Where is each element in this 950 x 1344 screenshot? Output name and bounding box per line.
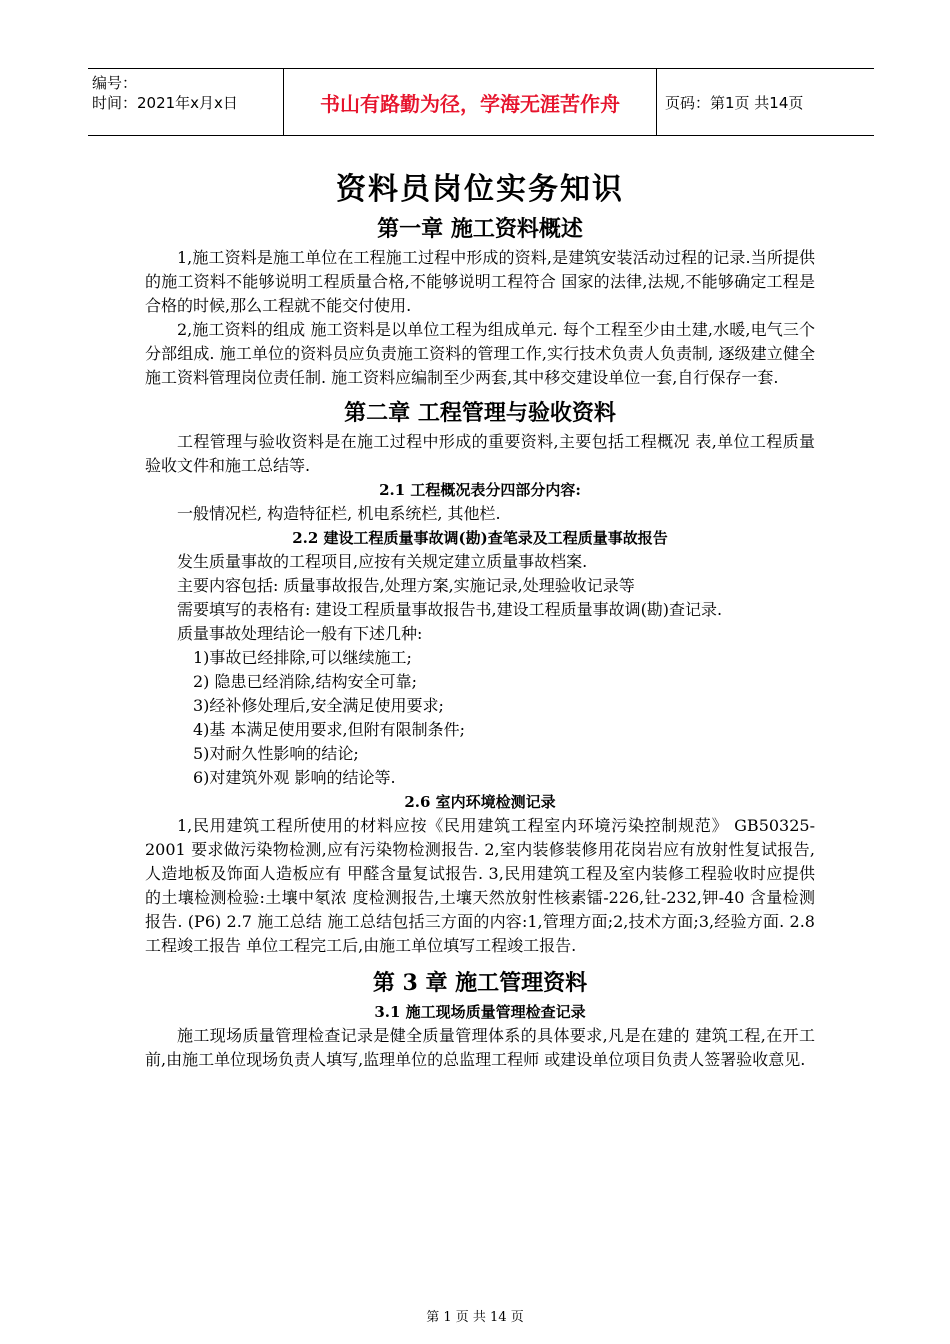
- conclusion-item-2: 2) 隐患已经消除,结构安全可靠;: [193, 672, 417, 691]
- section-2-6-title: 2.6 室内环境检测记录: [404, 793, 556, 811]
- chapter-1-title: 第一章 施工资料概述: [377, 216, 583, 242]
- ch2-intro: 工程管理与验收资料是在施工过程中形成的重要资料,主要包括工程概况 表,单位工程质量验收文件和施工总结等.: [145, 432, 815, 475]
- section-3-1-title: 3.1 施工现场质量管理检查记录: [374, 1003, 586, 1021]
- section-3-1-text: 施工现场质量管理检查记录是健全质量管理体系的具体要求,凡是在建的 建筑工程,在开工前,由施工单位现场负责人填写,监理单位的总监理工程师 或建设单位项目负责人签署验收意见.: [145, 1026, 815, 1069]
- section-2-1-text: 一般情况栏, 构造特征栏, 机电系统栏, 其他栏.: [177, 504, 501, 523]
- document-body: [145, 168, 815, 1072]
- ch1-paragraph-2: 2,施工资料的组成 施工资料是以单位工程为组成单元. 每个工程至少由土建,水暖,电气三个分部组成. 施工单位的资料员应负责施工资料的管理工作,实行技术负责人负责制, 逐级建立健全施工资料管理岗位责任制. 施工资料应编制至少两套,其中移交建设单位一套,自行保存一套.: [145, 320, 815, 387]
- date-label: 时间：2021年x月x日: [92, 94, 238, 112]
- section-2-1-title: 2.1 工程概况表分四部分内容:: [379, 481, 581, 499]
- section-2-2-title: 2.2 建设工程质量事故调(勘)查笔录及工程质量事故报告: [292, 529, 668, 547]
- section-2-2-para-2: 主要内容包括: 质量事故报告,处理方案,实施记录,处理验收记录等: [177, 576, 635, 595]
- section-2-2-para-1: 发生质量事故的工程项目,应按有关规定建立质量事故档案.: [177, 552, 588, 571]
- chapter-3-title: 第 3 章 施工管理资料: [372, 970, 588, 996]
- header-motto: 书山有路勤为径，学海无涯苦作舟: [284, 69, 657, 135]
- chapter-2-title: 第二章 工程管理与验收资料: [344, 400, 616, 426]
- conclusion-item-3: 3)经补修处理后,安全满足使用要求;: [193, 696, 444, 715]
- conclusion-item-1: 1)事故已经排除,可以继续施工;: [193, 648, 412, 667]
- header-info: [88, 69, 284, 135]
- section-2-2-para-3: 需要填写的表格有: 建设工程质量事故报告书,建设工程质量事故调(勘)查记录.: [177, 600, 723, 619]
- section-2-2-para-4: 质量事故处理结论一般有下述几种:: [177, 624, 423, 643]
- conclusion-item-6: 6)对建筑外观 影响的结论等.: [193, 768, 396, 787]
- conclusion-item-5: 5)对耐久性影响的结论;: [193, 744, 359, 763]
- header-page-label: 页码：第1页 共14页: [665, 93, 804, 112]
- page-header: [88, 68, 874, 136]
- number-label: 编号：: [92, 74, 138, 92]
- conclusion-item-4: 4)基 本满足使用要求,但附有限制条件;: [193, 720, 465, 739]
- page-footer: 第 1 页 共 14 页: [426, 1310, 524, 1325]
- section-2-6-text: 1,民用建筑工程所使用的材料应按《民用建筑工程室内环境污染控制规范》 GB50325-2001 要求做污染物检测,应有污染物检测报告. 2,室内装修装修用花岗岩应有放射性复试报告,人造地板及饰面人造板应有 甲醛含量复试报告. 3,民用建筑工程及室内装修工程验收时应提供的土壤检测检验:土壤中氡浓 度检测报告,土壤天然放射性核素镭-226,钍-232,钾-40 含量检测报告. (P6) 2.7 施工总结 施工总结包括三方面的内容:1,管理方面;2,技术方面;3,经验方面. 2.8 工程竣工报告 单位工程完工后,由施工单位填写工程竣工报告.: [145, 816, 815, 955]
- ch1-paragraph-1: 1,施工资料是施工单位在工程施工过程中形成的资料,是建筑安装活动过程的记录.当所提供的施工资料不能够说明工程质量合格,不能够说明工程符合 国家的法律,法规,不能够确定工程是合格的时候,那么工程就不能交付使用.: [145, 248, 815, 315]
- document-title: 资料员岗位实务知识: [336, 172, 624, 207]
